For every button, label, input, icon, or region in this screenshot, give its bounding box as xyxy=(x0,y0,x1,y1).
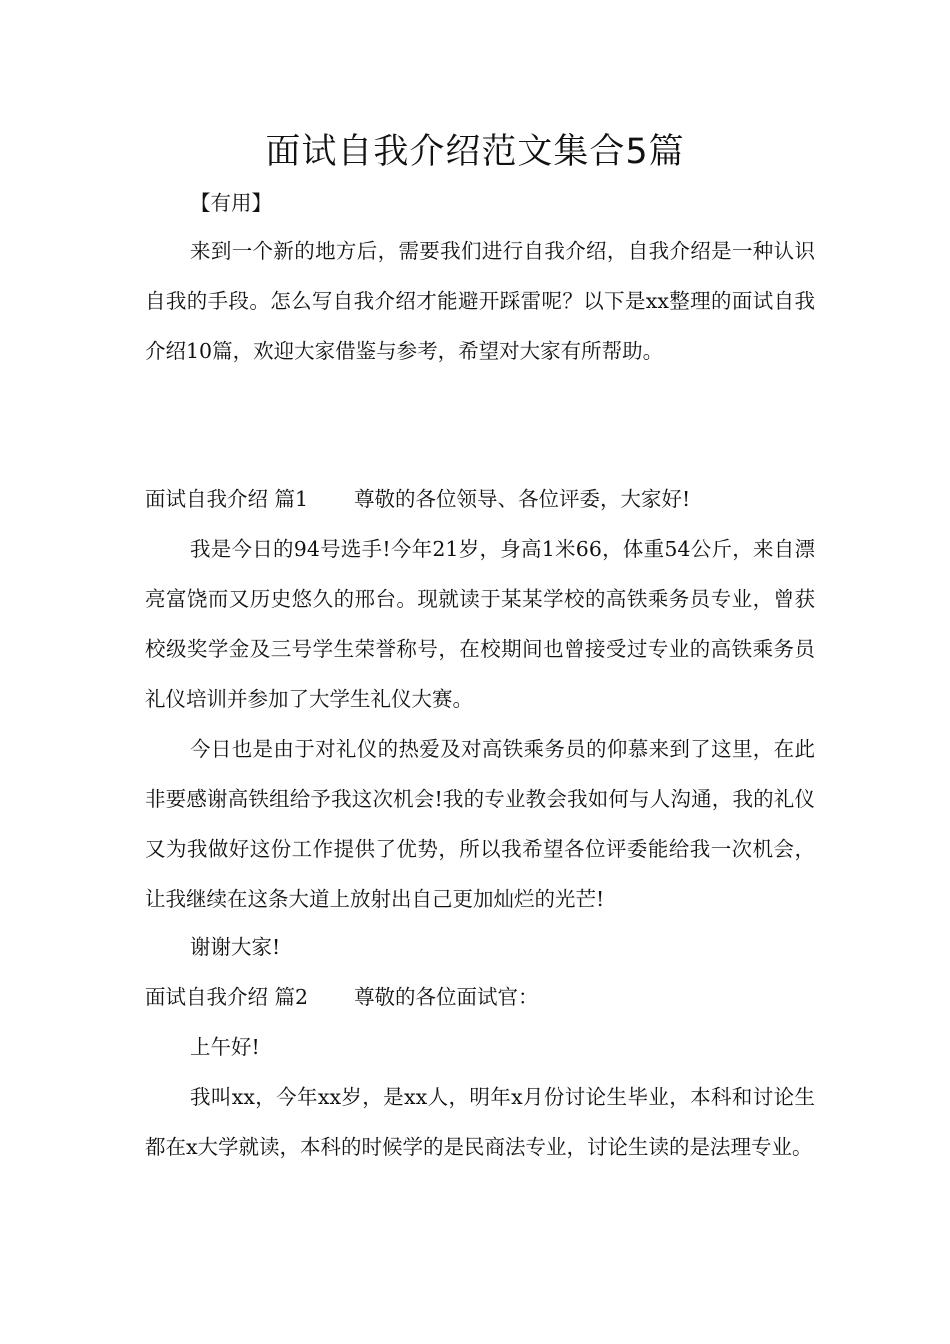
section-1-heading: 面试自我介绍 篇1 xyxy=(145,487,309,511)
section-2-greeting: 尊敬的各位面试官： xyxy=(354,985,539,1009)
section-2-heading: 面试自我介绍 篇2 xyxy=(145,985,309,1009)
section-1-paragraph-1: 我是今日的94号选手!今年21岁，身高1米66，体重54公斤，来自漂亮富饶而又历史悠久的邢台。现就读于某某学校的高铁乘务员专业，曾获校级奖学金及三号学生荣誉称号，在校期间也曾接受过专业的高铁乘务员礼仪培训并参加了大学生礼仪大赛。 xyxy=(145,537,815,711)
section-1-paragraph-2: 今日也是由于对礼仪的热爱及对高铁乘务员的仰慕来到了这里，在此非要感谢高铁组给予我这次机会!我的专业教会我如何与人沟通，我的礼仪又为我做好这份工作提供了优势，所以我希望各位评委能给我一次机会，让我继续在这条大道上放射出自己更加灿烂的光芒! xyxy=(145,737,815,911)
section-1-greeting: 尊敬的各位领导、各位评委，大家好! xyxy=(354,487,691,511)
document-title: 面试自我介绍范文集合5篇 xyxy=(265,132,685,172)
section-2-heading-line xyxy=(145,972,539,1022)
tag-label: 【有用】 xyxy=(190,191,272,215)
section-1-heading-line xyxy=(145,474,690,524)
intro-paragraph: 来到一个新的地方后，需要我们进行自我介绍，自我介绍是一种认识自我的手段。怎么写自我介绍才能避开踩雷呢？以下是xx整理的面试自我介绍10篇，欢迎大家借鉴与参考，希望对大家有所帮助。 xyxy=(145,239,815,363)
section-1-closing: 谢谢大家! xyxy=(190,935,281,959)
section-2-hello: 上午好! xyxy=(190,1035,260,1059)
section-2-paragraph-1: 我叫xx，今年xx岁，是xx人，明年x月份讨论生毕业，本科和讨论生都在x大学就读，本科的时候学的是民商法专业，讨论生读的是法理专业。 xyxy=(145,1085,815,1159)
